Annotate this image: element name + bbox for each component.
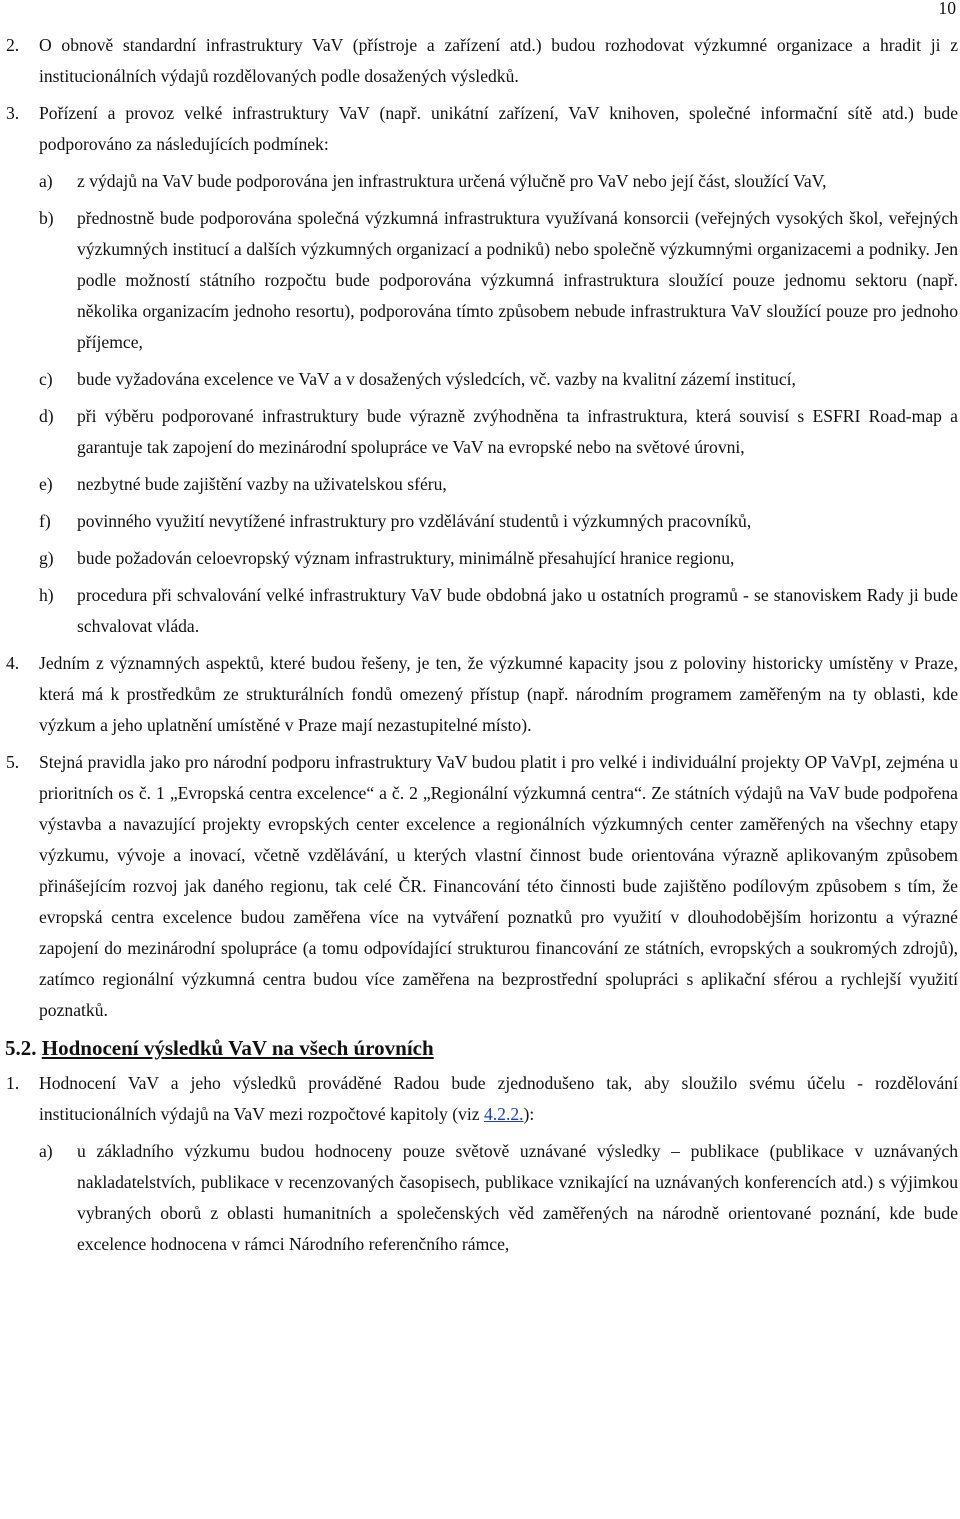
sub-list-item [39,1136,958,1260]
item-text: Pořízení a provoz velké infrastruktury VaV (např. unikátní zařízení, VaV knihoven, společné informační sítě atd.) bude podporováno za následujících podmínek: [39,103,958,154]
item-text: O obnově standardní infrastruktury VaV (přístroje a zařízení atd.) budou rozhodovat výzkumné organizace a hradit ji z institucionálních výdajů rozdělovaných podle dosažených výsledků. [39,35,958,86]
sub-item-label: d) [39,406,54,426]
sub-list-item [39,506,958,537]
sub-item-label: b) [39,208,54,228]
sub-list [39,166,958,642]
page-number: 10 [938,0,956,18]
item-text: Stejná pravidla jako pro národní podporu infrastruktury VaV budou platit i pro velké i individuální projekty OP VaVpI, zejména u prioritních os č. 1 „Evropská centra excelence“ a č. 2 „Regionální výzkumná centra“. Ze státních výdajů na VaV bude podpořena výstavba a navazující projekty evropských center excelence a regionálních výzkumných center zaměřených na všechny etapy výzkumu, vývoje a inovací, včetně vzdělávání, u kterých vlastní činnost bude orientována výrazně aplikovaným způsobem přinášejícím rozvoj jak daného regionu, tak celé ČR. Financování této činnosti bude zajištěno podílovým způsobem s tím, že evropská centra excelence budou zaměřena více na vytváření poznatků pro využití v dlouhodobějším horizontu a výrazné zapojení do mezinárodní spolupráce (a tomu odpovídající strukturou financování ze státních, evropských a soukromých zdrojů), zatímco regionální výzkumná centra budou více zaměřena na bezprostřední spolupráci s aplikační sférou a rychlejší využití poznatků. [39,752,958,1020]
sub-list-item [39,401,958,463]
item-text-after: ): [523,1104,535,1124]
sub-item-text: nezbytné bude zajištění vazby na uživatelskou sféru, [77,474,447,494]
list-item [0,1068,958,1130]
sub-item-label: e) [39,474,53,494]
sub-list-item [39,580,958,642]
sub-item-label: h) [39,585,54,605]
section-heading [5,1034,958,1062]
item-number: 4. [6,653,20,673]
sub-item-label: a) [39,171,53,191]
sub-list [39,1136,958,1260]
sub-item-label: a) [39,1141,53,1161]
item-text-before: Hodnocení VaV a jeho výsledků prováděné Radou bude zjednodušeno tak, aby sloužilo svému účelu - rozdělování institucionálních výdajů na VaV mezi rozpočtové kapitoly (viz [39,1073,958,1124]
sub-list-item [39,203,958,358]
sub-item-label: g) [39,548,54,568]
sub-item-label: c) [39,369,53,389]
sub-item-text: povinného využití nevytížené infrastruktury pro vzdělávání studentů i výzkumných pracovníků, [77,511,752,531]
sub-item-text: u základního výzkumu budou hodnoceny pouze světově uznávané výsledky – publikace (publikace v uznávaných nakladatelstvích, publikace v recenzovaných časopisech, publikace vznikající na uznávaných konferencích atd.) s výjimkou vybraných oborů z oblasti humanitních a společenských věd zaměřených na národně orientované poznání, kde bude excelence hodnocena v rámci Národního referenčního rámce, [77,1141,958,1254]
list-item [0,648,958,741]
sub-item-text: bude požadován celoevropský význam infrastruktury, minimálně přesahující hranice regionu, [77,548,735,568]
document-page [0,30,958,1266]
item-number: 2. [6,35,20,55]
cross-reference-link[interactable]: 4.2.2. [483,1104,524,1124]
list-item [0,98,958,160]
item-number: 5. [6,752,20,772]
sub-item-text: bude vyžadována excelence ve VaV a v dosažených výsledcích, vč. vazby na kvalitní zázemí institucí, [77,369,796,389]
list-item [0,747,958,1026]
sub-item-label: f) [39,511,51,531]
section-title: Hodnocení výsledků VaV na všech úrovních [41,1036,434,1060]
sub-item-text: z výdajů na VaV bude podporována jen infrastruktura určená výlučně pro VaV nebo její část, sloužící VaV, [77,171,827,191]
sub-item-text: při výběru podporované infrastruktury bude výrazně zvýhodněna ta infrastruktura, která souvisí s ESFRI Road-map a garantuje tak zapojení do mezinárodní spolupráce ve VaV na evropské nebo na světové úrovni, [77,406,958,457]
item-text [39,1068,958,1130]
sub-list-item [39,364,958,395]
sub-list-item [39,469,958,500]
section-number: 5.2. [5,1036,37,1060]
list-item [0,30,958,92]
sub-list-item [39,543,958,574]
sub-list-item [39,166,958,197]
sub-item-text: přednostně bude podporována společná výzkumná infrastruktura využívaná konsorcii (veřejných vysokých škol, veřejných výzkumných institucí a dalších výzkumných organizací a podniků) nebo společně výzkumnými organizacemi a podniky. Jen podle možností státního rozpočtu bude podporována výzkumná infrastruktura sloužící pouze jednomu sektoru (např. několika organizacím jednoho resortu), podporována tímto způsobem nebude infrastruktura VaV sloužící pouze pro jednoho příjemce, [77,208,958,352]
item-text: Jedním z významných aspektů, které budou řešeny, je ten, že výzkumné kapacity jsou z poloviny historicky umístěny v Praze, která má k prostředkům ze strukturálních fondů omezený přístup (např. národním programem zaměřeným na ty oblasti, kde výzkum a jeho uplatnění umístěné v Praze mají nezastupitelné místo). [39,653,958,735]
sub-item-text: procedura při schvalování velké infrastruktury VaV bude obdobná jako u ostatních programů - se stanoviskem Rady ji bude schvalovat vláda. [77,585,958,636]
item-number: 3. [6,103,20,123]
item-number: 1. [6,1073,20,1093]
